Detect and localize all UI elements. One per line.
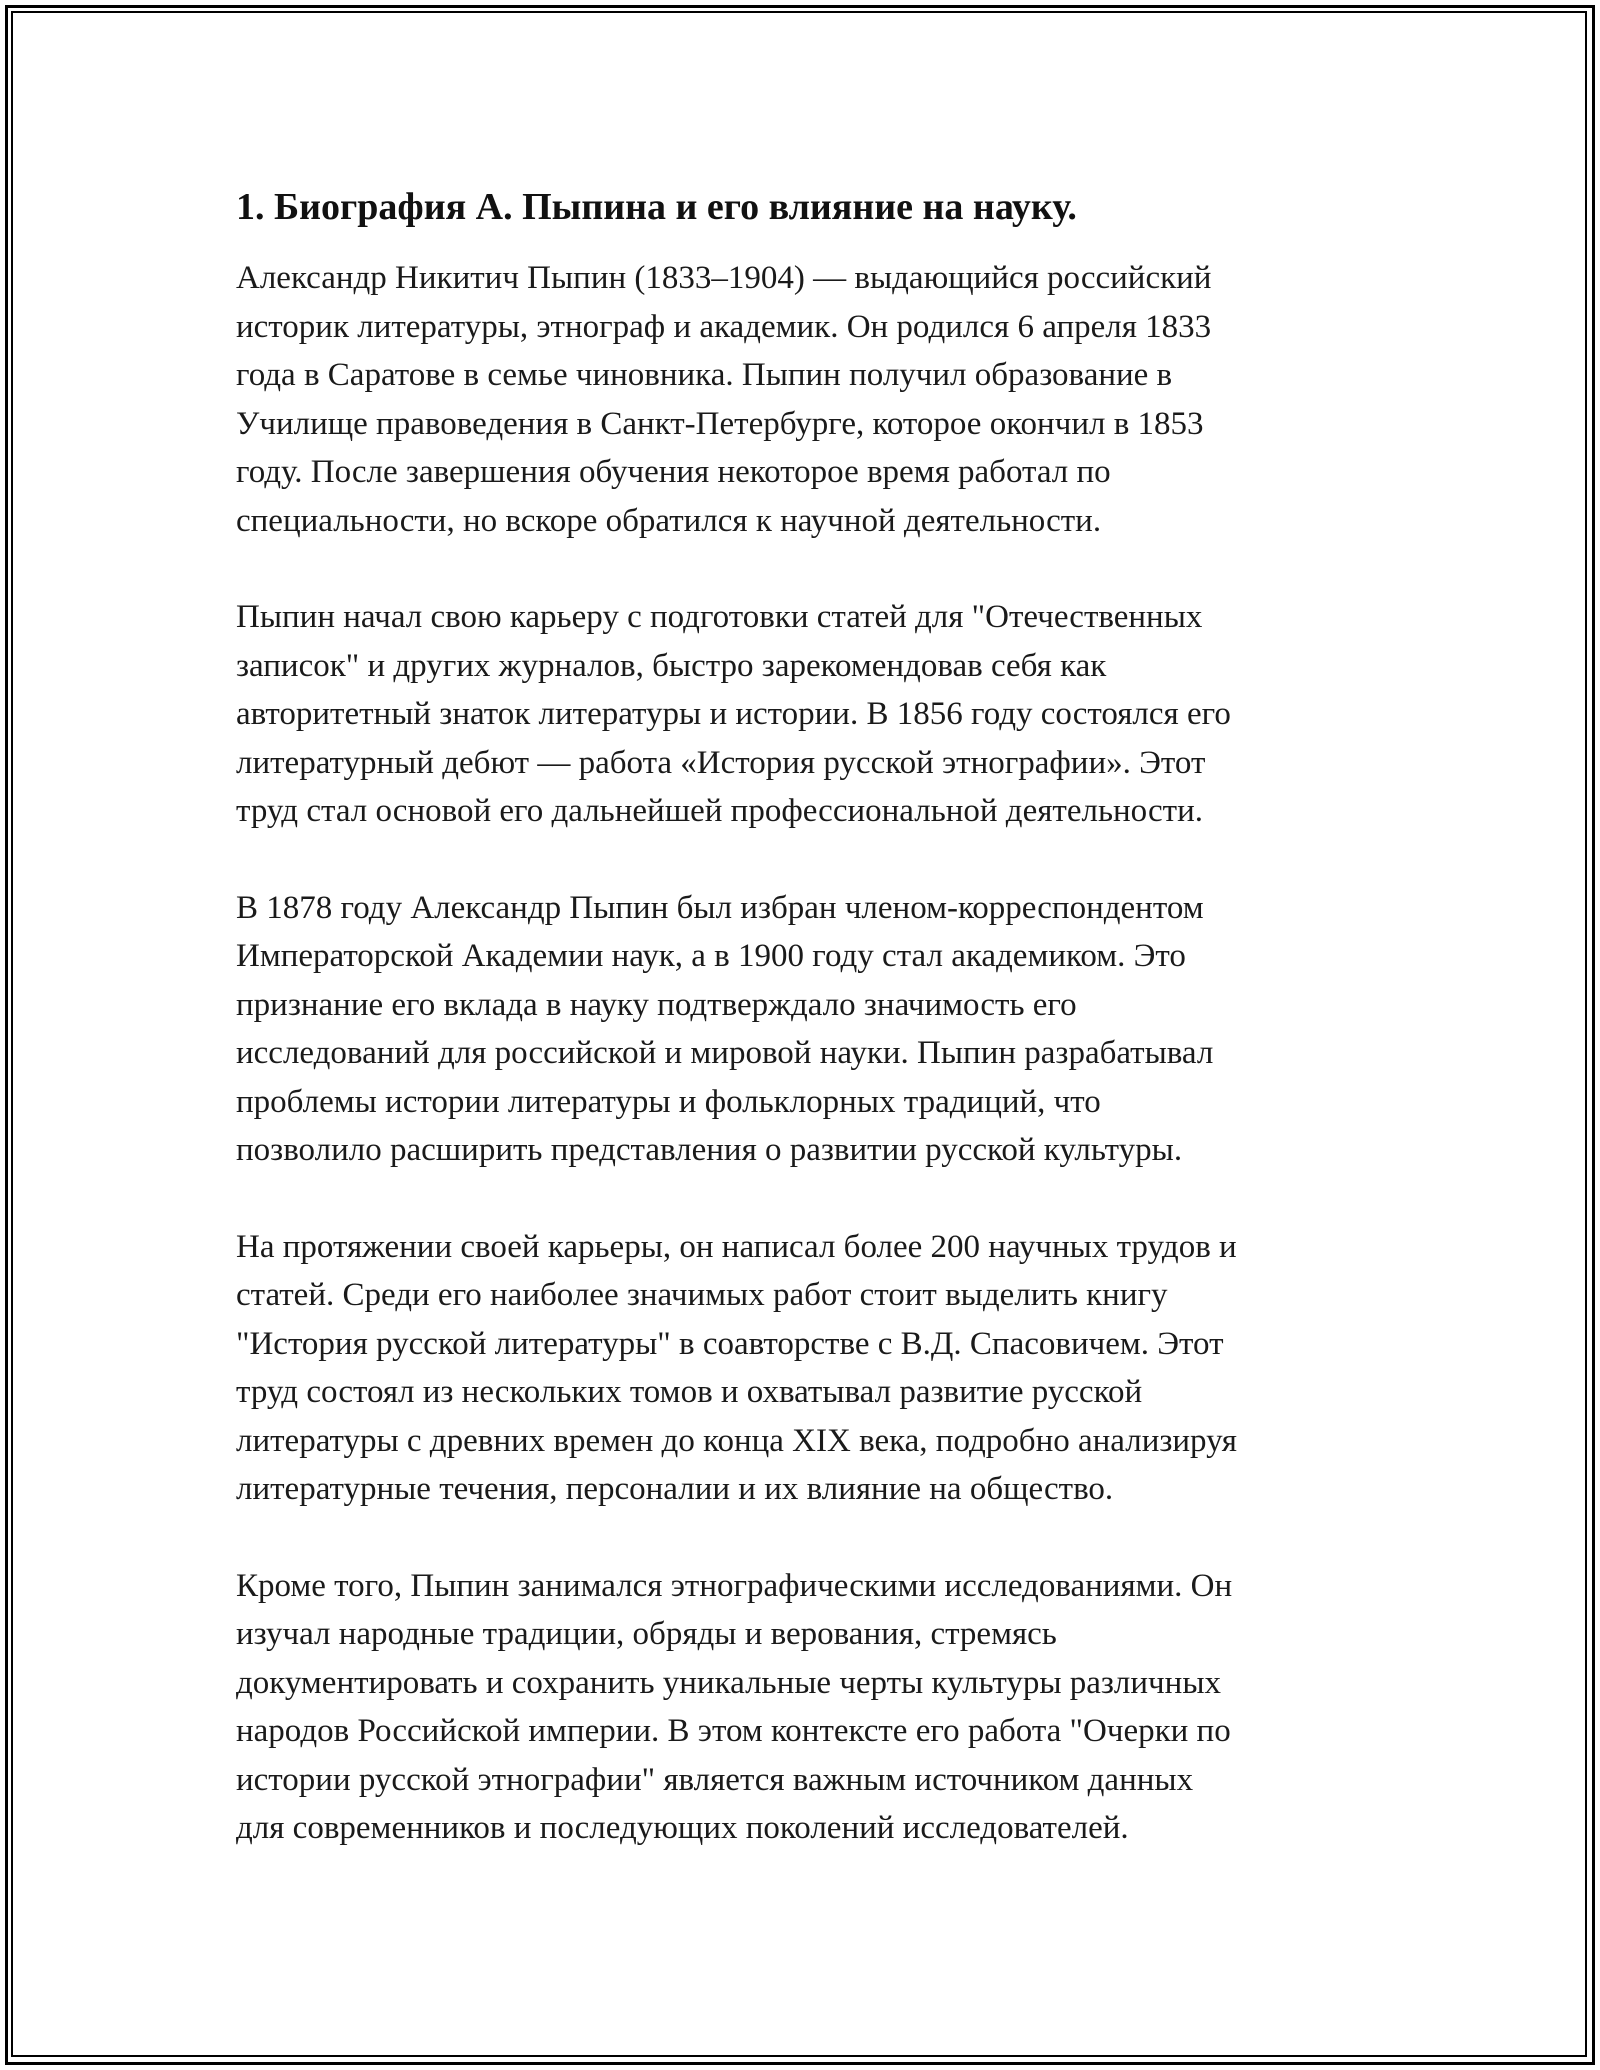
text-line: труд состоял из нескольких томов и охватывал развитие русской bbox=[236, 1374, 1143, 1410]
text-line: авторитетный знаток литературы и истории. В 1856 году состоялся его bbox=[236, 696, 1231, 732]
text-line: для современников и последующих поколений исследователей. bbox=[236, 1810, 1129, 1846]
text-line: "История русской литературы" в соавторстве с В.Д. Спасовичем. Этот bbox=[236, 1325, 1224, 1362]
text-line: Александр Никитич Пыпин (1833–1904) — выдающийся российский bbox=[236, 260, 1212, 296]
text-line: На протяжении своей карьеры, он написал более 200 научных трудов и bbox=[236, 1228, 1237, 1265]
paragraph-ethnography bbox=[236, 1562, 1376, 1853]
text-line: Училище правоведения в Санкт-Петербурге, которое окончил в 1853 bbox=[236, 405, 1204, 442]
text-line: Императорской Академии наук, а в 1900 году стал академиком. Это bbox=[236, 938, 1186, 974]
paragraph-academy bbox=[236, 884, 1376, 1175]
text-line: литературный дебют — работа «История русской этнографии». Этот bbox=[236, 744, 1206, 781]
paragraph-works bbox=[236, 1223, 1376, 1514]
text-line: признание его вклада в науку подтверждало значимость его bbox=[236, 986, 1077, 1023]
text-line: труд стал основой его дальнейшей профессиональной деятельности. bbox=[236, 793, 1203, 829]
text-line: Пыпин начал свою карьеру с подготовки статей для "Отечественных bbox=[236, 599, 1203, 635]
text-line: статей. Среди его наиболее значимых работ стоит выделить книгу bbox=[236, 1277, 1168, 1313]
document-body bbox=[236, 182, 1376, 1901]
paragraph-biography bbox=[236, 254, 1376, 545]
text-line: изучал народные традиции, обряды и верования, стремясь bbox=[236, 1616, 1057, 1652]
text-line: историк литературы, этнограф и академик. Он родился 6 апреля 1833 bbox=[236, 308, 1212, 345]
text-line: записок" и других журналов, быстро зарекомендовав себя как bbox=[236, 647, 1107, 684]
text-line: Кроме того, Пыпин занимался этнографическими исследованиями. Он bbox=[236, 1567, 1233, 1604]
text-line: специальности, но вскоре обратился к научной деятельности. bbox=[236, 502, 1102, 539]
text-line: литературы с древних времен до конца XIX века, подробно анализируя bbox=[236, 1422, 1237, 1459]
text-line: году. После завершения обучения некоторое время работал по bbox=[236, 454, 1111, 490]
section-heading: 1. Биография А. Пыпина и его влияние на науку. bbox=[236, 186, 1077, 228]
text-line: В 1878 году Александр Пыпин был избран членом-корреспондентом bbox=[236, 889, 1204, 926]
text-line: истории русской этнографии" является важным источником данных bbox=[236, 1761, 1194, 1798]
text-line: проблемы истории литературы и фольклорных традиций, что bbox=[236, 1083, 1101, 1120]
text-line: исследований для российской и мировой науки. Пыпин разрабатывал bbox=[236, 1035, 1214, 1071]
paragraph-career-start bbox=[236, 593, 1376, 836]
text-line: народов Российской империи. В этом контексте его работа "Очерки по bbox=[236, 1713, 1231, 1749]
text-line: года в Саратове в семье чиновника. Пыпин получил образование в bbox=[236, 357, 1173, 393]
text-line: позволило расширить представления о развитии русской культуры. bbox=[236, 1132, 1183, 1168]
text-line: документировать и сохранить уникальные черты культуры различных bbox=[236, 1664, 1221, 1701]
text-line: литературные течения, персоналии и их влияние на общество. bbox=[236, 1471, 1114, 1507]
